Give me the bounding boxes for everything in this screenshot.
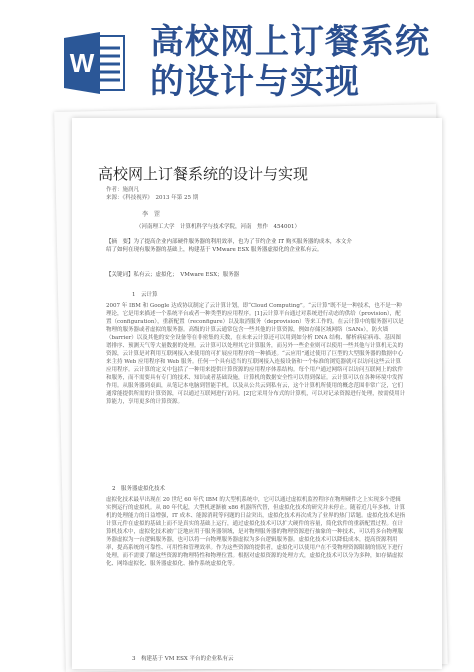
word-document-icon bbox=[64, 30, 126, 96]
section-2-title: 2 服务器虚拟化技术 bbox=[112, 486, 165, 492]
banner-title bbox=[150, 22, 470, 102]
section-1-title: 1 云计算 bbox=[132, 292, 158, 298]
keywords: 【关键词】私有云；虚拟化； VMware ESX；服务器 bbox=[106, 272, 240, 278]
banner-title-line1: 高校网上订餐系统 bbox=[150, 22, 430, 62]
document-page bbox=[72, 118, 442, 669]
affiliation: （河南理工大学 计算机科学与技术学院，河南 焦作 454001） bbox=[136, 224, 300, 230]
author-name: 李 罡 bbox=[142, 211, 161, 218]
document-title: 高校网上订餐系统的设计与实现 bbox=[98, 165, 309, 183]
banner-title-line2: 的设计与实现 bbox=[150, 62, 360, 102]
abstract: 【摘 要】为了提高企业内部硬件服务器的利用效率，也为了节约企业 IT 购买服务器的成本，本文介绍了如何在现有服务器的基础上，构建基于 VMware ESX 服务器虚拟化的企业私有云。 bbox=[106, 239, 352, 253]
section-2-body: 虚拟化技术最早出现在 20 世纪 60 年代 IBM 的大型机系统中，它可以通过虚拟机监控程序在物理硬件之上实现多个逻辑实例运行的虚拟机。从 80 年代起，大型机逐渐被 x86 机器所代替，但虚拟化技术的研究并未停止。随着近几年多核、计算机的处理能力的日益增强，IT 成本、能源消耗等问题的日益突出，虚拟化技术再次成为了业界的热门话题。虚拟化技术是指计算元件在虚拟的基础上而不是真实的基础上运行，通过虚拟化技术可以扩大硬件的容量，简化软件的重新配置过程。在计算机技术中，虚拟化技术被广泛地应用于服务器领域，是对物理服务器的物理资源进行抽象的一种技术，可以将多台物理服务器虚拟为一台逻辑服务器，也可以将一台物理服务器虚拟为多台逻辑服务器。虚拟化技术可以降低成本，提高资源利用率，提高系统的可靠性、可用性和管理效率。作为这些资源的提供者，虚拟化可以使用户在不受物理资源限制的情况下进行处理，而不需要了解这些资源的物理特性和物理位置。根据对虚拟资源的处理方式，虚拟化技术可以分为多种，如存储虚拟化、网络虚拟化、服务器虚拟化、操作系统虚拟化等。 bbox=[106, 497, 406, 567]
source-line: 来源：《科技视界》 2013 年第 25 期 bbox=[106, 195, 199, 201]
author-line: 作者：施润凡 bbox=[106, 187, 140, 193]
section-1-body: 2007 年 IBM 和 Google 达成协议制定了云计算计划，即“Cloud Computing”。“云计算”既不是一种技术，也不是一种理论，它是用来描述一个系统平台或者一种类型的应用程序。[1]云计算平台通过对系统进行动态的供给（provision），配置（configuration），重新配置（reconfigure）以及取消服务（deprovision）等来工作的。在云计算中的服务器可以是物理的服务器或者虚拟的服务器。高级的计算云通常包含一些其他的计算资源，例如存储区域网络（SANs），防火墙（barrier）以及其他的安全设备等在非密集的天数，在未来云计算还可以用到如分析 DNA 结构、解析病症病毒、基因图谱排序、预测天气等大量数据的处理。云计算可以处理其它计算服务，而另外一些企业则可以使用一些其他与计算机无关的资源，云计算是对利用互联网接入来使用的可扩展应用程序的一种描述。“云应用”通过使用了巨型的大型服务器的数据中心来主持 Web 应用程序和 Web 服务。任何一个具有适当的互联网接入连接设备和一个标准的浏览器就可以访问这些云计算应用程序。云计算的定义中包括了一种用来提供计算资源的应用程序体系结构。每个用户通过网络可以访问互联网上的软件和服务，而不需要具有专门的技术、知识或者基础设施，计算机的数据安全性可以得到保证。云计算可以在各种环境中发挥作用。从服务器到桌面，从笔记本电脑到智能手机，以及从公共云到私有云，这个计算机所使用的概念范围非常广泛，它们通常能提供所需的计算资源，可以通过互联网进行访问。[2]它采用分布式的计算机，可以对记录资源进行处理，按需使用计算能力，享用更多的计算资源。 bbox=[106, 303, 406, 405]
word-logo-letter: W bbox=[69, 48, 95, 78]
header-banner bbox=[0, 0, 474, 112]
section-3-title: 3 构建基于 VM ESX 平台的企业私有云 bbox=[132, 656, 234, 662]
